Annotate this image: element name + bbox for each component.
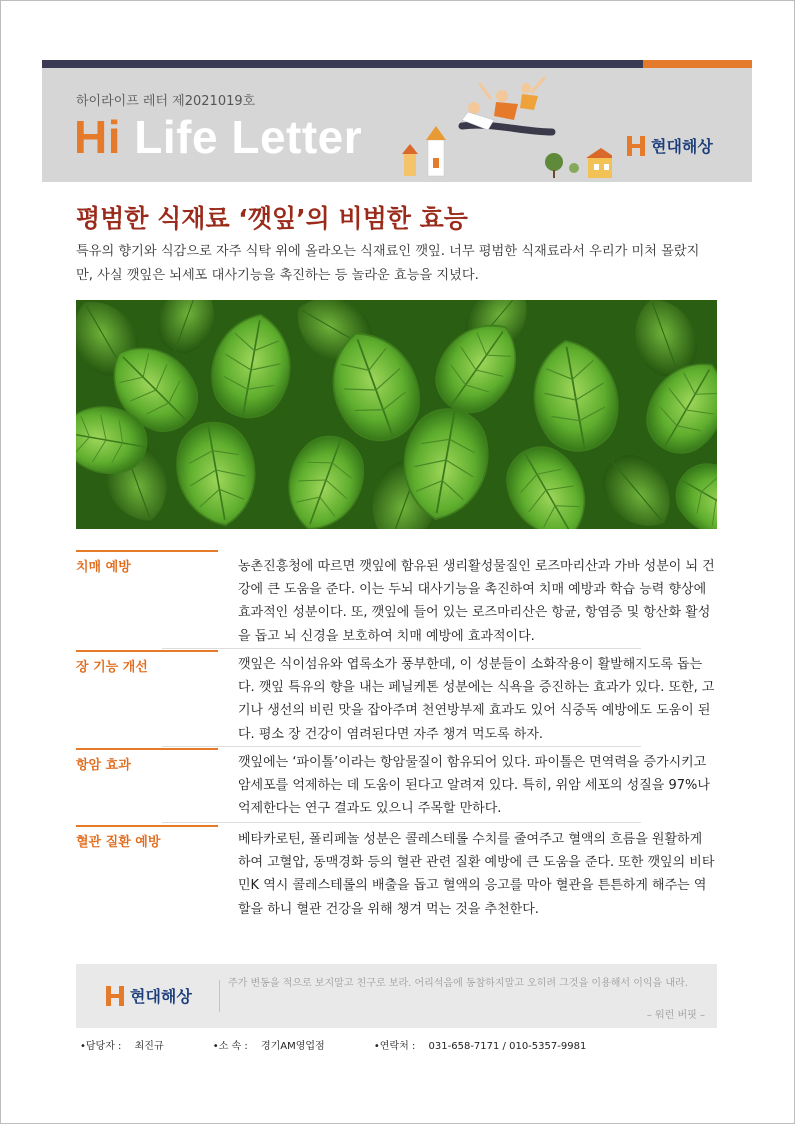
- perilla-leaves-photo: [76, 300, 717, 529]
- section-body: 베타카로틴, 폴리페놀 성분은 콜레스테롤 수치를 줄여주고 혈액의 흐름을 원활하게 하여 고혈압, 동맥경화 등의 혈관 관련 질환 예방에 큰 도움을 준다. 또한 깻잎의 비타민K 역시 콜레스테롤의 배출을 돕고 혈액의 응고를 막아 혈관을 튼튼하게 해주는 역할을 하니 혈관 건강을 위해 챙겨 먹는 것을 추천한다.: [238, 832, 715, 917]
- quote-author: – 워런 버핏 –: [646, 1010, 705, 1021]
- section-divider: [162, 648, 641, 649]
- manager-name: 최진규: [134, 1041, 164, 1052]
- brand-hi: Hi: [74, 111, 121, 163]
- section-heading: 치매 예방: [76, 560, 131, 575]
- phone-label: •연락처 :: [373, 1041, 416, 1052]
- section-accent-line: [76, 550, 218, 552]
- office-name: 경기AM영업점: [260, 1041, 325, 1052]
- issue-number: 하이라이프 레터 제2021019호: [76, 94, 256, 109]
- people-icon: [462, 78, 552, 132]
- header-top-bar-accent: [643, 60, 752, 68]
- section-accent-line: [76, 825, 218, 827]
- section-heading: 항암 효과: [76, 758, 131, 773]
- article-intro: 특유의 향기와 식감으로 자주 식탁 위에 올라오는 식재료인 깻잎. 너무 평범한 식재료라서 우리가 미처 몰랐지만, 사실 깻잎은 뇌세포 대사기능을 촉진하는 등 놀라운 효능을 지녔다.: [76, 244, 700, 283]
- quote-divider: [219, 980, 220, 1012]
- company-logo: [627, 134, 713, 157]
- quote-text: 주가 변동을 적으로 보지말고 친구로 보라. 어리석음에 동참하지말고 오히려 그것을 이용해서 이익을 내라.: [228, 978, 688, 989]
- quote-company-logo: [106, 984, 192, 1007]
- house-icon: [402, 126, 446, 176]
- section-heading: 장 기능 개선: [76, 660, 148, 675]
- section-heading: 혈관 질환 예방: [76, 835, 161, 850]
- manager-label: •담당자 :: [80, 1041, 122, 1052]
- section-body: 농촌진흥청에 따르면 깻잎에 함유된 생리활성물질인 로즈마리산과 가바 성분이 뇌 건강에 큰 도움을 준다. 이는 두뇌 대사기능을 촉진하여 치매 예방과 학습 능력 향상에 효과적인 성분이다. 또, 깻잎에 들어 있는 로즈마리산은 항균, 항염증 및 항산화 활성을 돕고 뇌 신경을 보호하여 치매 예방에 효과적이다.: [238, 559, 715, 644]
- hyundai-marine-logo-icon: [106, 986, 124, 1006]
- section-divider: [162, 746, 641, 747]
- contact-info: [80, 1037, 586, 1052]
- office-label: •소 속 :: [212, 1041, 248, 1052]
- brand-rest: Life Letter: [121, 111, 363, 163]
- section-divider: [162, 822, 641, 823]
- quote-box: [76, 964, 717, 1028]
- section-body: 깻잎은 식이섬유와 엽록소가 풍부한데, 이 성분들이 소화작용이 활발해지도록 돕는다. 깻잎 특유의 향을 내는 페닐케톤 성분에는 식욕을 증진하는 효과가 있다. 또한, 고기나 생선의 비린 맛을 잡아주며 천연방부제 효과도 있어 식중독 예방에도 도움이 된다. 평소 장 건강이 염려된다면 자주 챙겨 먹도록 하자.: [238, 657, 715, 742]
- header-banner: [42, 68, 752, 182]
- section-accent-line: [76, 748, 218, 750]
- section-accent-line: [76, 650, 218, 652]
- header-top-bar-dark: [42, 60, 643, 68]
- section-body: 깻잎에는 ‘파이톨’이라는 항암물질이 함유되어 있다. 파이톨은 면역력을 증가시키고 암세포를 억제하는 데 도움이 된다고 알려져 있다. 특히, 위암 세포의 성질을 97%나 억제한다는 연구 결과도 있으니 주목할 만하다.: [238, 755, 710, 817]
- newsletter-title: [74, 110, 362, 164]
- article-title: 평범한 식재료 ‘깻잎’의 비범한 효능: [76, 204, 468, 233]
- hyundai-marine-logo-icon: [627, 136, 645, 156]
- phone-number: 031-658-7171 / 010-5357-9981: [428, 1041, 587, 1052]
- company-name: 현대해상: [651, 137, 713, 156]
- tree-icon: [545, 153, 579, 178]
- flying-people-illustration: [402, 74, 612, 182]
- house-icon: [586, 148, 612, 178]
- company-name: 현대해상: [130, 987, 192, 1006]
